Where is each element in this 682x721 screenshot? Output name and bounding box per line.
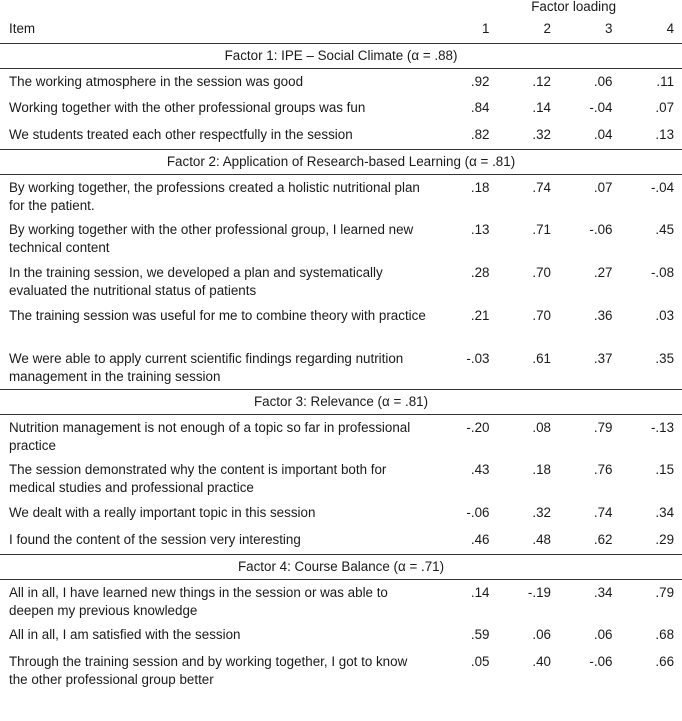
factor-heading-row [0,43,682,68]
loading-value: .45 [655,222,675,237]
loading-value: .66 [655,654,675,669]
loading-value: .36 [593,308,613,323]
loading-value: -.04 [650,179,675,195]
table-row [0,68,682,95]
table-row [0,457,682,500]
loading-value: .59 [470,627,490,642]
factor-title: Factor 3: Relevance (α = .81) [0,389,682,414]
loading-value: .21 [470,308,490,323]
column-header-1: 1 [436,16,498,43]
item-text: We were able to apply current scientific findings regarding nutrition management in the training session [0,346,436,389]
item-text: We dealt with a really important topic in this session [9,505,316,520]
loading-value: .35 [621,346,682,389]
item-text: I found the content of the session very interesting [0,527,436,554]
loading-value: .92 [470,73,490,89]
loading-value: -.06 [466,505,490,520]
loading-value: -.19 [527,584,551,600]
loading-value: .04 [559,122,621,149]
loading-value: .06 [593,627,613,642]
header-row-columns [0,16,682,43]
loading-value: .18 [470,179,490,195]
factor-heading-row [0,554,682,579]
table-row [0,649,682,692]
loading-value: .18 [532,462,551,477]
table-row [0,527,682,554]
item-text: The working atmosphere in the session was good [9,73,304,89]
factor-heading-row [0,389,682,414]
loading-value: -.03 [436,346,498,389]
loading-value: .06 [532,627,551,642]
item-text: All in all, I am satisfied with the session [9,627,241,642]
loading-value: .34 [655,505,675,520]
table-row [0,303,682,346]
loading-value: .05 [470,654,490,669]
column-header-4: 4 [621,16,682,43]
item-text: The training session was useful for me to combine theory with practice [9,308,426,323]
factor-title: Factor 2: Application of Research-based Learning (α = .81) [0,149,682,174]
factor-loading-heading: Factor loading [531,0,617,14]
loading-value: .71 [532,222,551,237]
table-row [0,95,682,122]
factor-heading-row [0,149,682,174]
loading-value: .62 [559,527,621,554]
loading-value: -.06 [589,222,613,237]
loading-value: .13 [470,222,490,237]
factor-title: Factor 1: IPE – Social Climate (α = .88) [0,43,682,68]
loading-value: .46 [436,527,498,554]
loading-value: -.13 [650,419,675,435]
loading-value: .82 [436,122,498,149]
loading-value: .84 [470,100,490,115]
loading-value: .34 [593,584,613,600]
item-text: Through the training session and by working together, I got to know the other professional group better [9,654,408,687]
loading-value: .03 [655,308,675,323]
column-header-3: 3 [559,16,621,43]
loading-value: .37 [559,346,621,389]
column-header-2: 2 [498,16,560,43]
loading-value: .07 [655,100,675,115]
loading-value: -.08 [650,265,675,280]
loading-value: .27 [593,265,613,280]
table-row [0,500,682,527]
item-text: By working together, the professions created a holistic nutritional plan for the patient. [9,179,420,213]
loading-value: .12 [532,73,551,89]
table-row [0,122,682,149]
loading-value: .79 [655,584,675,600]
item-text: We students treated each other respectfully in the session [0,122,436,149]
item-column-header: Item [0,16,436,43]
table-row [0,414,682,457]
loading-value: .15 [655,462,675,477]
table-row [0,622,682,649]
item-text: By working together with the other professional group, I learned new technical content [9,222,414,255]
loading-value: -.04 [589,100,613,115]
loading-value: .14 [470,584,490,600]
loading-value: .68 [655,627,675,642]
item-text: All in all, I have learned new things in the session or was able to deepen my previous knowledge [9,584,388,618]
loading-value: .32 [498,122,560,149]
loading-value: .11 [656,73,675,89]
loading-value: .28 [470,265,490,280]
loading-value: .61 [498,346,560,389]
loading-value: -.20 [466,419,490,435]
item-text: Working together with the other professional groups was fun [9,100,366,115]
loading-value: .32 [532,505,551,520]
table-row [0,346,682,389]
loading-value: .79 [593,419,613,435]
loading-value: .29 [621,527,682,554]
loading-value: .08 [532,419,551,435]
loading-value: .07 [593,179,613,195]
loading-value: .40 [532,654,551,669]
loading-value: .74 [532,179,551,195]
loading-value: .48 [498,527,560,554]
table-row [0,579,682,622]
factor-title: Factor 4: Course Balance (α = .71) [0,554,682,579]
table-row [0,260,682,303]
loading-value: -.06 [589,654,613,669]
loading-value: .70 [532,308,551,323]
loading-value: .70 [532,265,551,280]
item-text: The session demonstrated why the content is important both for medical studies and professional practice [9,462,387,495]
loading-value: .74 [593,505,613,520]
table-row [0,174,682,217]
loading-value: .14 [532,100,551,115]
loading-value: .43 [470,462,490,477]
table-row [0,217,682,260]
loading-value: .13 [621,122,682,149]
loading-value: .06 [593,73,613,89]
item-text: In the training session, we developed a plan and systematically evaluated the nutritional status of patients [9,265,383,298]
header-row-top [0,0,682,16]
loading-value: .76 [593,462,613,477]
item-text: Nutrition management is not enough of a topic so far in professional practice [9,419,411,453]
